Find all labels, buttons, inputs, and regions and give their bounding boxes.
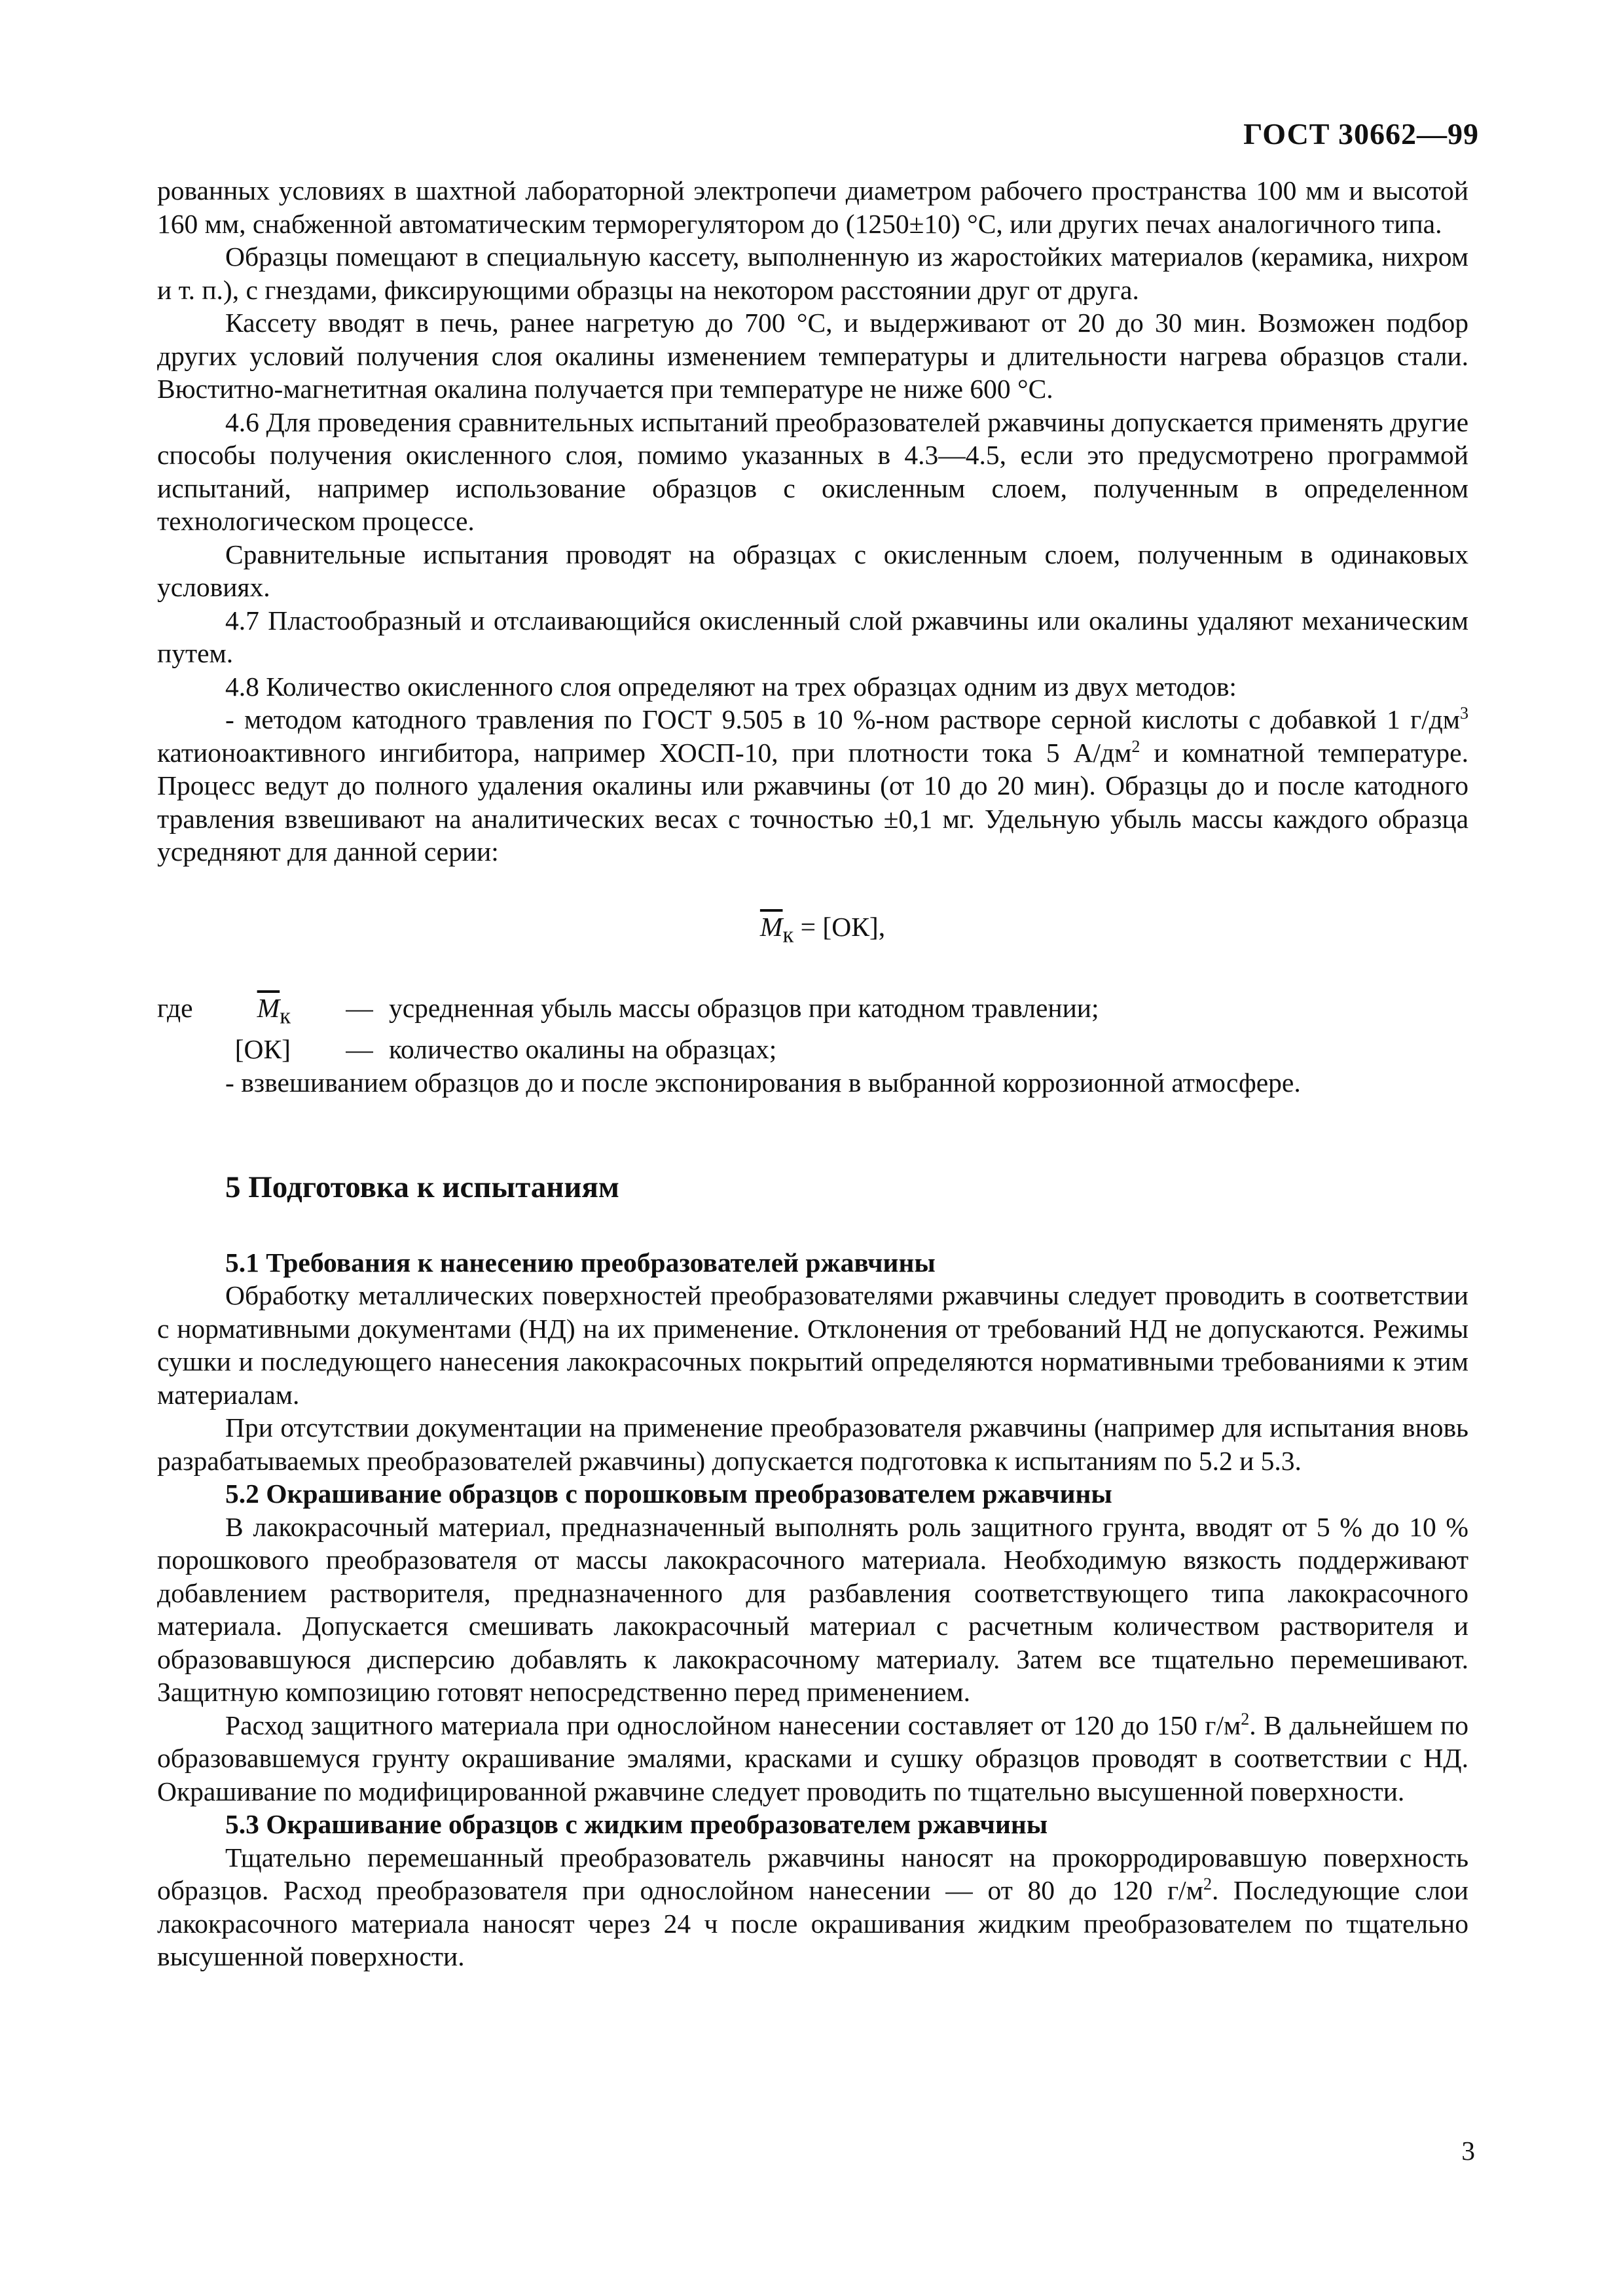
- section-5-title: 5 Подготовка к испытаниям: [225, 1170, 619, 1205]
- paragraph-cassette: Образцы помещают в специальную кассету, выполненную из жаростойких материалов (керамика, нихром и т. п.), с гнездами, фиксирующими образцы на некотором расстоянии друг от друга.: [157, 242, 1468, 305]
- legend-row-mass-loss: [157, 992, 1468, 1033]
- paragraph-furnace: Кассету вводят в печь, ранее нагретую до 700 °С, и выдерживают от 20 до 30 мин. Возможен подбор других условий получения слоя окалины изменением температуры и длительности нагрева образцов стали. Вюститно-магнетитная окалина получается при температуре не ниже 600 °С.: [157, 308, 1468, 404]
- legend-symbol-m-sub: к: [280, 1003, 291, 1029]
- page-number: 3: [1461, 2136, 1475, 2166]
- paragraph-5-3-a: [157, 1841, 1468, 1973]
- paragraph-method-weighing: - взвешиванием образцов до и после экспонирования в выбранной коррозионной атмосфере.: [225, 1067, 1301, 1098]
- legend-where: где: [157, 993, 193, 1024]
- paragraph-4-6b: Сравнительные испытания проводят на образцах с окисленным слоем, полученным в одинаковых условиях.: [157, 539, 1468, 602]
- paragraph-5-2-b-text-a: Расход защитного материала при однослойном нанесении составляет от 120 до 150 г/м: [225, 1710, 1241, 1740]
- paragraph-4-6: 4.6 Для проведения сравнительных испытаний преобразователей ржавчины допускается применять другие способы получения окисленного слоя, помимо указанных в 4.3—4.5, если это предусмотрено программой испытаний, например использование образцов с окисленным слоем, полученным в определенном технологическом процессе.: [157, 406, 1468, 536]
- superscript-2: 2: [1131, 736, 1140, 756]
- paragraph-4-5-continuation: рованных условиях в шахтной лабораторной электропечи диаметром рабочего пространства 100 мм и высотой 160 мм, снабженной автоматическим терморегулятором до (1250±10) °С, или других печах аналогичного типа.: [157, 175, 1468, 239]
- paragraph-5-2-b-text-b: . В дальнейшем по образовавшемуся грунту окрашивание эмалями, красками и сушку образцов проводят в соответствии с НД. Окрашивание по модифицированной ржавчине следует проводить по тщательно высушенной поверхности.: [157, 1710, 1468, 1806]
- paragraph-4-7: 4.7 Пластообразный и отслаивающийся окисленный слой ржавчины или окалины удаляют механическим путем.: [157, 605, 1468, 668]
- subsection-5-1-title: 5.1 Требования к нанесению преобразователей ржавчины: [225, 1247, 936, 1278]
- paragraph-4-8: 4.8 Количество окисленного слоя определяют на трех образцах одним из двух методов:: [225, 671, 1237, 702]
- superscript-3: 3: [1460, 704, 1468, 723]
- legend-dash: —: [346, 1034, 373, 1065]
- legend-text: количество окалины на образцах;: [389, 1034, 777, 1065]
- method-cathodic-text-b: катионоактивного ингибитора, например ХОСП-10, при плотности тока 5 А/дм: [157, 737, 1132, 768]
- legend-text: усредненная убыль массы образцов при катодном травлении;: [389, 993, 1099, 1024]
- paragraph-5-1-a: Обработку металлических поверхностей преобразователями ржавчины следует проводить в соответствии с нормативными документами (НД) на их применение. Отклонения от требований НД не допускаются. Режимы сушки и последующего нанесения лакокрасочных покрытий определяются нормативными требованиями к этим материалам.: [157, 1280, 1468, 1410]
- subsection-5-2-title: 5.2 Окрашивание образцов с порошковым преобразователем ржавчины: [225, 1479, 1112, 1509]
- paragraph-5-3-a-text-a: Тщательно перемешанный преобразователь ржавчины наносят на прокорродировавшую поверхность образцов. Расход преобразователя при однослойном нанесении — от 80 до 120 г/м: [157, 1842, 1468, 1906]
- document-body: [157, 174, 1468, 1973]
- document-header: ГОСТ 30662—99: [1243, 117, 1479, 151]
- formula-symbol: $\overline{M}$: [759, 911, 783, 942]
- subsection-5-3-title: 5.3 Окрашивание образцов с жидким преобразователем ржавчины: [225, 1809, 1048, 1840]
- formula-subscript: к: [782, 922, 794, 947]
- legend-row-scale: [157, 1033, 1468, 1066]
- paragraph-5-2-a: В лакокрасочный материал, предназначенный выполнять роль защитного грунта, вводят от 5 % до 10 % порошкового преобразователя от массы лакокрасочного материала. Необходимую вязкость поддерживают добавлением растворителя, предназначенного для разбавления соответствующего типа лакокрасочного материала. Допускается смешивать лакокрасочный материал с расчетным количеством растворителя и образовавшуюся дисперсию добавлять к лакокрасочному материалу. Затем все тщательно перемешивают. Защитную композицию готовят непосредственно перед применением.: [157, 1511, 1468, 1708]
- superscript-2: 2: [1241, 1709, 1250, 1729]
- legend-symbol-ok: [ОК]: [234, 1034, 291, 1065]
- superscript-2: 2: [1203, 1874, 1212, 1894]
- formula-rhs: = [ОК],: [793, 911, 886, 942]
- legend-dash: —: [346, 993, 373, 1024]
- legend-symbol-m: $\overline{M}$: [257, 993, 280, 1024]
- method-cathodic-text-c: и комнатной температуре. Процесс ведут до полного удаления окалины или ржавчины (от 10 до 20 мин). Образцы до и после катодного травления взвешивают на аналитических весах с точностью ±0,1 мг. Удельную убыль массы каждого образца усредняют для данной серии:: [157, 737, 1468, 867]
- paragraph-method-cathodic: [157, 703, 1468, 869]
- method-cathodic-text-a: - методом катодного травления по ГОСТ 9.505 в 10 %-ном растворе серной кислоты с добавкой 1 г/дм: [225, 704, 1460, 734]
- formula: [157, 910, 1468, 952]
- paragraph-5-1-b: При отсутствии документации на применение преобразователя ржавчины (например для испытания вновь разрабатываемых преобразователей ржавчины) допускается подготовка к испытаниям по 5.2 и 5.3.: [157, 1412, 1468, 1476]
- paragraph-5-2-b: [157, 1709, 1468, 1808]
- paragraph-5-3-a-text-b: . Последующие слои лакокрасочного материала наносят через 24 ч после окрашивания жидким преобразователем по тщательно высушенной поверхности.: [157, 1875, 1468, 1972]
